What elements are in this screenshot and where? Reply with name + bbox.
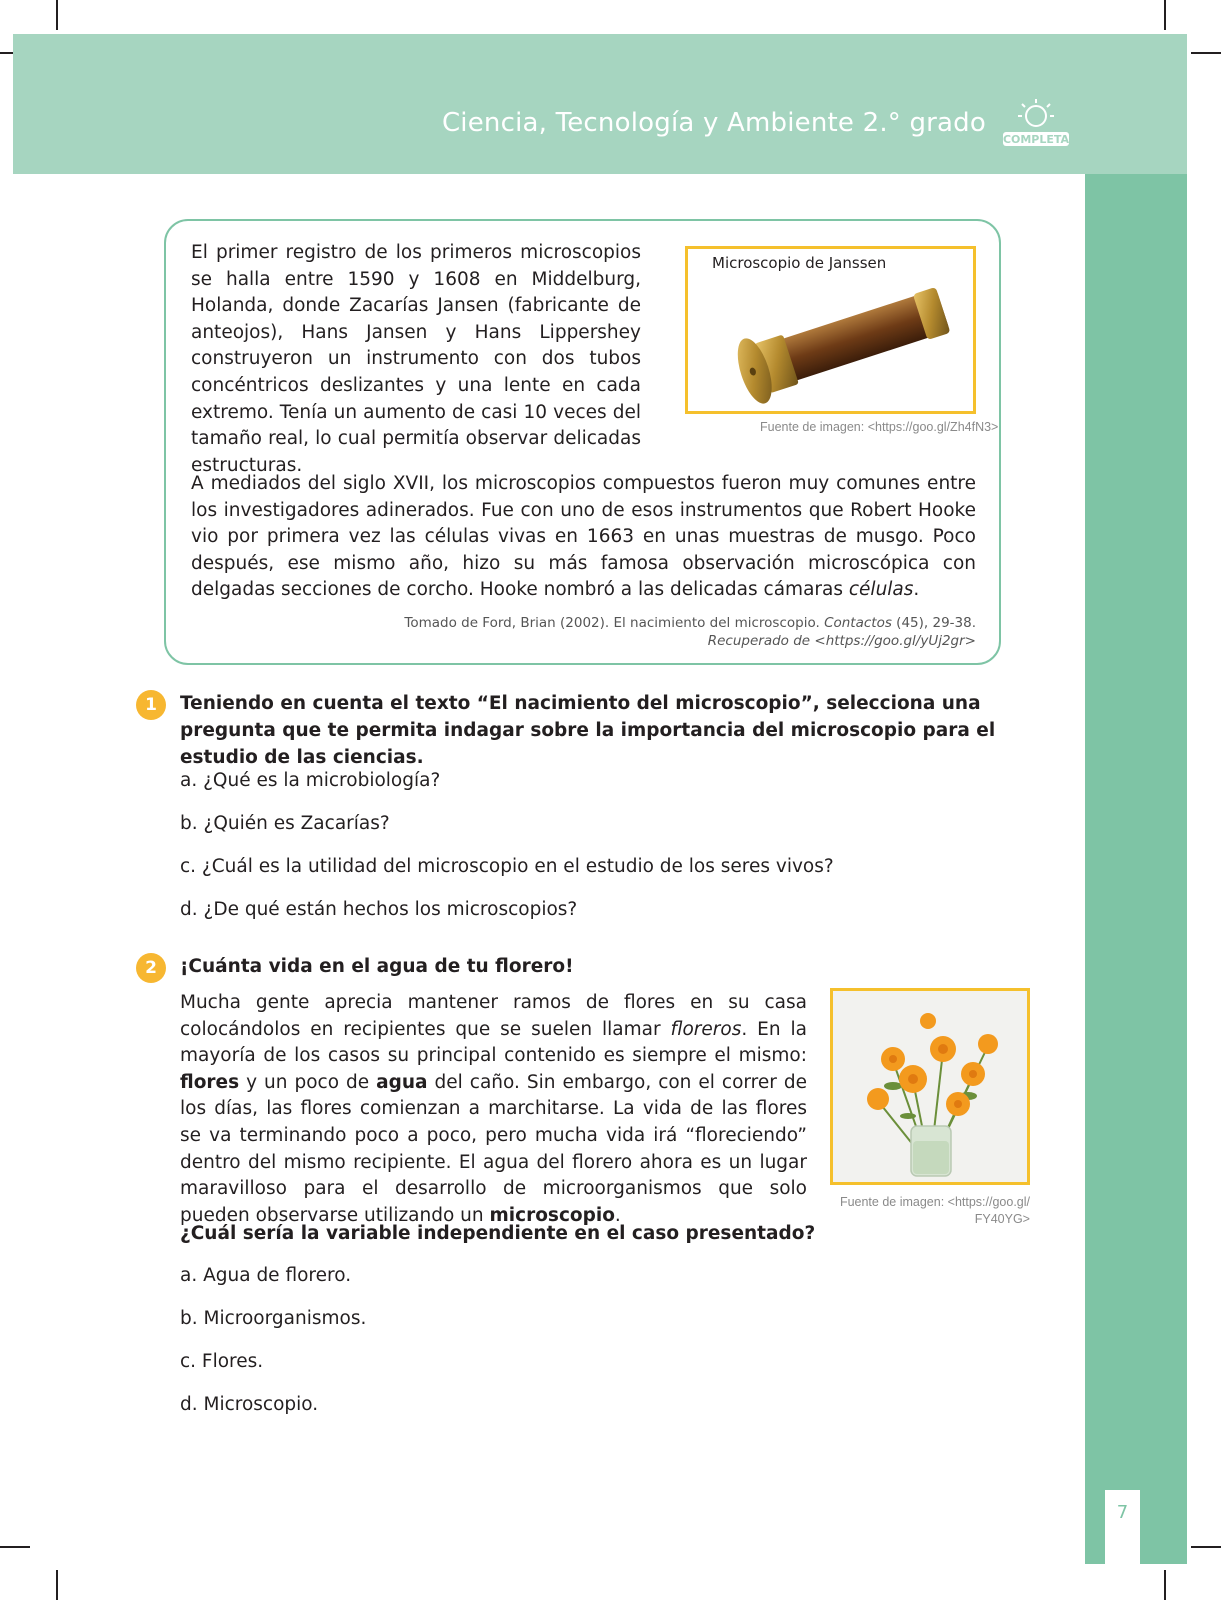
question-2-text bbox=[180, 990, 807, 1229]
q2-text-italic: floreros bbox=[670, 1018, 742, 1040]
page-number: 7 bbox=[1105, 1490, 1140, 1564]
reading-paragraph-2-text: A mediados del siglo XVII, los microscopios compuestos fueron muy comunes entre los investigadores adinerados. Fue con uno de esos instrumentos que Robert Hooke vio por primera vez las células vivas en 1663 en unas muestras de musgo. Poco después, ese mismo año, hizo su más famosa observación microscópica con delgadas secciones de corcho. Hooke nombró a las delicadas cámaras bbox=[191, 473, 976, 601]
question-1-option-d[interactable]: d. ¿De qué están hechos los microscopios? bbox=[180, 899, 578, 920]
sun-logo-icon bbox=[995, 96, 1077, 156]
question-2-option-c[interactable]: c. Flores. bbox=[180, 1351, 264, 1372]
question-1-option-b[interactable]: b. ¿Quién es Zacarías? bbox=[180, 813, 390, 834]
reading-paragraph-2-italic: células bbox=[848, 579, 914, 601]
crop-mark bbox=[56, 0, 58, 30]
q2-text-bold-microscopio: microscopio bbox=[489, 1204, 615, 1226]
q2-text-d: del caño. Sin embargo, con el correr de los días, las flores comienzan a marchitarse. La vida de las flores se va terminando poco a poco, pero mucha vida irá “floreciendo” dentro del mismo recipiente. El agua del florero ahora es un lugar maravilloso para el desarrollo de microorganismos que solo pueden observarse utilizando un bbox=[180, 1071, 807, 1226]
reading-paragraph-2-end: . bbox=[913, 579, 920, 601]
question-2-title: ¡Cuánta vida en el agua de tu florero! bbox=[180, 956, 574, 977]
q2-text-bold-flores: flores bbox=[180, 1071, 240, 1093]
flower-image-source bbox=[830, 1194, 1030, 1228]
flower-vase-photo bbox=[830, 988, 1030, 1185]
reading-paragraph-2 bbox=[191, 471, 976, 604]
citation-text: Tomado de Ford, Brian (2002). El nacimiento del microscopio. bbox=[404, 615, 825, 631]
question-2-option-b[interactable]: b. Microorganismos. bbox=[180, 1308, 367, 1329]
crop-mark bbox=[56, 1570, 58, 1600]
question-2-prompt: ¿Cuál sería la variable independiente en el caso presentado? bbox=[180, 1223, 816, 1244]
microscope-illustration bbox=[688, 249, 973, 411]
question-2-badge: 2 bbox=[136, 953, 166, 983]
photo-caption: Microscopio de Janssen bbox=[712, 254, 887, 272]
reading-paragraph-1: El primer registro de los primeros microscopios se halla entre 1590 y 1608 en Middelburg, Holanda, donde Zacarías Jansen (fabricante de anteojos), Hans Jansen y Hans Lippershey construyeron un instrumento con dos tubos concéntricos deslizantes y una lente en cada extremo. Tenía un aumento de casi 10 veces del tamaño real, lo cual permitía observar delicadas estructuras. bbox=[191, 242, 641, 476]
citation-journal: Contactos bbox=[824, 615, 892, 631]
citation-line-2: Recuperado de <https://goo.gl/yUj2gr> bbox=[707, 633, 976, 649]
q2-text-bold-agua: agua bbox=[376, 1071, 428, 1093]
microscope-photo bbox=[685, 246, 976, 414]
question-2-option-a[interactable]: a. Agua de florero. bbox=[180, 1265, 352, 1286]
crop-mark bbox=[1164, 0, 1166, 30]
question-1-badge: 1 bbox=[136, 690, 166, 720]
crop-mark bbox=[1191, 1546, 1221, 1548]
question-1-option-a[interactable]: a. ¿Qué es la microbiología? bbox=[180, 770, 441, 791]
crop-mark bbox=[0, 1546, 30, 1548]
flower-image-source-line-2: FY40YG> bbox=[974, 1212, 1030, 1226]
q2-text-a: Mucha gente aprecia mantener ramos de flores en su casa colocándolos en recipientes que se suelen llamar bbox=[180, 992, 807, 1040]
citation bbox=[404, 614, 976, 650]
side-band bbox=[1085, 174, 1187, 1564]
page-header-title: Ciencia, Tecnología y Ambiente 2.° grado bbox=[441, 108, 986, 138]
citation-issue: (45), 29-38. bbox=[891, 615, 976, 631]
flower-image-source-line-1: Fuente de imagen: <https://goo.gl/ bbox=[839, 1195, 1030, 1209]
logo-text: COMPLETA bbox=[1002, 133, 1070, 146]
crop-mark bbox=[1191, 52, 1221, 54]
crop-mark bbox=[1164, 1570, 1166, 1600]
flower-vase-illustration bbox=[833, 991, 1027, 1182]
q2-text-b: . En la mayoría de los casos su principal contenido es siempre el mismo: bbox=[180, 1018, 807, 1067]
question-1-title: Teniendo en cuenta el texto “El nacimiento del microscopio”, selecciona una pregunta que te permita indagar sobre la importancia del microscopio para el estudio de las ciencias. bbox=[180, 693, 996, 768]
image-source: Fuente de imagen: <https://goo.gl/Zh4fN3> bbox=[760, 420, 999, 434]
citation-line-1 bbox=[404, 614, 976, 632]
q2-text-c: y un poco de bbox=[239, 1071, 377, 1093]
question-1-option-c[interactable]: c. ¿Cuál es la utilidad del microscopio en el estudio de los seres vivos? bbox=[180, 856, 834, 877]
q2-text-e: . bbox=[614, 1204, 621, 1226]
question-2-option-d[interactable]: d. Microscopio. bbox=[180, 1394, 319, 1415]
